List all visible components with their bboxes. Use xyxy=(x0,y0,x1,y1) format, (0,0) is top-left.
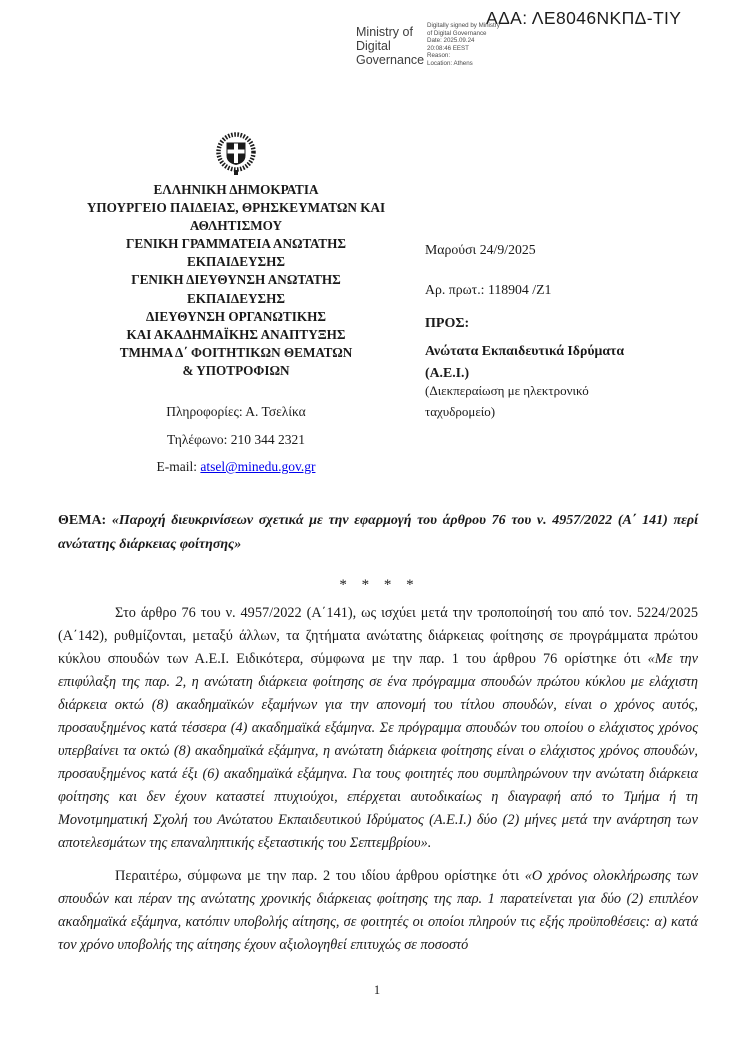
digital-signature-details xyxy=(427,22,500,68)
ada-code: ΑΔΑ: ΛΕ8046ΝΚΠΔ-ΤΙΥ xyxy=(486,8,682,28)
asterisk-separator: * * * * xyxy=(339,577,417,593)
page-number: 1 xyxy=(373,983,381,997)
letterhead-line: & ΥΠΟΤΡΟΦΙΩΝ xyxy=(182,362,290,378)
signature-detail-line: Date: 2025.09.24 xyxy=(427,37,475,45)
letterhead-line: ΔΙΕΥΘΥΝΣΗ ΟΡΓΑΝΩΤΙΚΗΣ xyxy=(145,308,327,324)
letterhead-line: ΤΜΗΜΑ Δ΄ ΦΟΙΤΗΤΙΚΩΝ ΘΕΜΑΤΩΝ xyxy=(119,344,353,360)
document-body xyxy=(58,509,698,957)
signature-detail-line: Digitally signed by Ministry xyxy=(427,22,500,29)
paragraph-1-quote: «Με την επιφύλαξη της παρ. 2, η ανώτατη διάρκεια φοίτησης σε ένα πρόγραμμα σπουδών πρώτου κύκλου με ελάχιστη διάρκεια οκτώ (8) ακαδημαϊκών εξαμήνων για την απονομή του τίτλου σπουδών, είναι ο χρόνος αυτός, προσαυξημένος κατά τέσσερα (4) ακαδημαϊκά εξάμηνα. Σε πρόγραμμα σπουδών του οποίου ο ελάχιστος χρόνος υπερβαίνει τα οκτώ (8) ακαδημαϊκά εξάμηνα, η ανώτατη διάρκεια φοίτησης είναι ο ελάχιστος χρόνος σπουδών, προσαυξημένος κατά έξι (6) ακαδημαϊκά εξάμηνα. Για τους φοιτητές που συμπληρώνουν την ανώτατη διάρκεια φοίτησης και δεν έχουν καταστεί πτυχιούχοι, επέρχεται αυτοδικαίως η διαγραφή από το Τμήμα ή τη Μονοτμηματική Σχολή του Ανώτατου Εκπαιδευτικού Ιδρύματος (Α.Ε.Ι.) δύο (2) μήνες μετά την ανάρτηση των αποτελεσμάτων της επαναληπτικής εξεταστικής του Σεπτεμβρίου». xyxy=(58,651,698,851)
to-label: ΠΡΟΣ: xyxy=(425,316,470,331)
letterhead-line: ΥΠΟΥΡΓΕΙΟ ΠΑΙΔΕΙΑΣ, ΘΡΗΣΚΕΥΜΑΤΩΝ ΚΑΙ xyxy=(86,200,386,216)
paragraph-2-plain: Περαιτέρω, σύμφωνα με την παρ. 2 του ιδίου άρθρου ορίστηκε ότι xyxy=(115,868,525,884)
delivery-note: (Διεκπεραίωση με ηλεκτρονικό ταχυδρομείο) xyxy=(425,383,589,419)
subject-label: ΘΕΜΑ: xyxy=(58,513,112,528)
letterhead-line: ΕΚΠΑΙΔΕΥΣΗΣ xyxy=(186,254,286,270)
subject-text: «Παροχή διευκρινίσεων σχετικά με την εφαρμογή του άρθρου 76 του ν. 4957/2022 (Α΄ 141) περί ανώτατης διάρκειας φοίτησης» xyxy=(58,513,698,552)
letterhead-line: ΑΘΛΗΤΙΣΜΟΥ xyxy=(189,218,283,234)
email-label: E-mail: xyxy=(156,459,201,474)
signature-detail-line: Location: Athens xyxy=(427,59,473,67)
place-and-date: Μαρούσι 24/9/2025 xyxy=(425,242,536,257)
subject-line xyxy=(58,509,698,557)
signature-detail-line: 20:08:46 EEST xyxy=(427,44,469,52)
contact-email-row xyxy=(62,453,410,481)
recipient: Ανώτατα Εκπαιδευτικά Ιδρύματα (Α.Ε.Ι.) xyxy=(425,343,625,380)
signer-line: Governance xyxy=(356,53,425,67)
contact-block xyxy=(62,398,410,481)
letterhead-line: ΕΚΠΑΙΔΕΥΣΗΣ xyxy=(186,290,286,306)
letterhead-line: ΕΛΛΗΝΙΚΗ ΔΗΜΟΚΡΑΤΙΑ xyxy=(153,182,319,197)
digital-signer-name xyxy=(356,25,424,67)
protocol-number: Αρ. πρωτ.: 118904 /Ζ1 xyxy=(425,282,552,297)
paragraph-1 xyxy=(58,602,698,855)
paragraph-1-plain: Στο άρθρο 76 του ν. 4957/2022 (Α΄141), ως ισχύει μετά την τροποποίησή του από τον. 5224/2025 (Α΄142), ρυθμίζονται, μεταξύ άλλων, τα ζητήματα ανώτατης διάρκειας φοίτησης σε προγράμματα πρώτου κύκλου σπουδών των Α.Ε.Ι. Ειδικότερα, σύμφωνα με την παρ. 1 του άρθρου 76 ορίστηκε ότι xyxy=(58,605,698,667)
email-link[interactable]: atsel@minedu.gov.gr xyxy=(200,459,316,474)
contact-person: Πληροφορίες: Α. Τσελίκα xyxy=(166,404,306,419)
coat-of-arms-icon xyxy=(62,130,410,181)
letterhead-line: ΚΑΙ ΑΚΑΔΗΜΑΪΚΗΣ ΑΝΑΠΤΥΞΗΣ xyxy=(126,326,346,342)
letterhead xyxy=(62,181,410,380)
letterhead-line: ΓΕΝΙΚΗ ΓΡΑΜΜΑΤΕΙΑ ΑΝΩΤΑΤΗΣ xyxy=(126,236,346,252)
signature-detail-line: Reason: xyxy=(427,52,451,60)
paragraph-2 xyxy=(58,865,698,957)
contact-phone: Τηλέφωνο: 210 344 2321 xyxy=(167,431,305,447)
letterhead-line: ΓΕΝΙΚΗ ΔΙΕΥΘΥΝΣΗ ΑΝΩΤΑΤΗΣ xyxy=(131,272,341,288)
paragraph-2-quote: «Ο χρόνος ολοκλήρωσης των σπουδών και πέραν της ανώτατης χρονικής διάρκειας φοίτησης της παρ. 1 παρατείνεται για δύο (2) επιπλέον ακαδημαϊκά εξάμηνα, κατόπιν υποβολής αίτησης, σε φοιτητές οι οποίοι πληρούν τις εξής προϋποθέσεις: α) κατά τον χρόνο υποβολής της αίτησης έχουν αξιολογηθεί επιτυχώς σε ποσοστό xyxy=(58,868,698,953)
signer-line: Ministry of xyxy=(356,25,413,39)
signature-detail-line: of Digital Governance xyxy=(427,29,487,37)
signer-line: Digital xyxy=(356,39,391,53)
